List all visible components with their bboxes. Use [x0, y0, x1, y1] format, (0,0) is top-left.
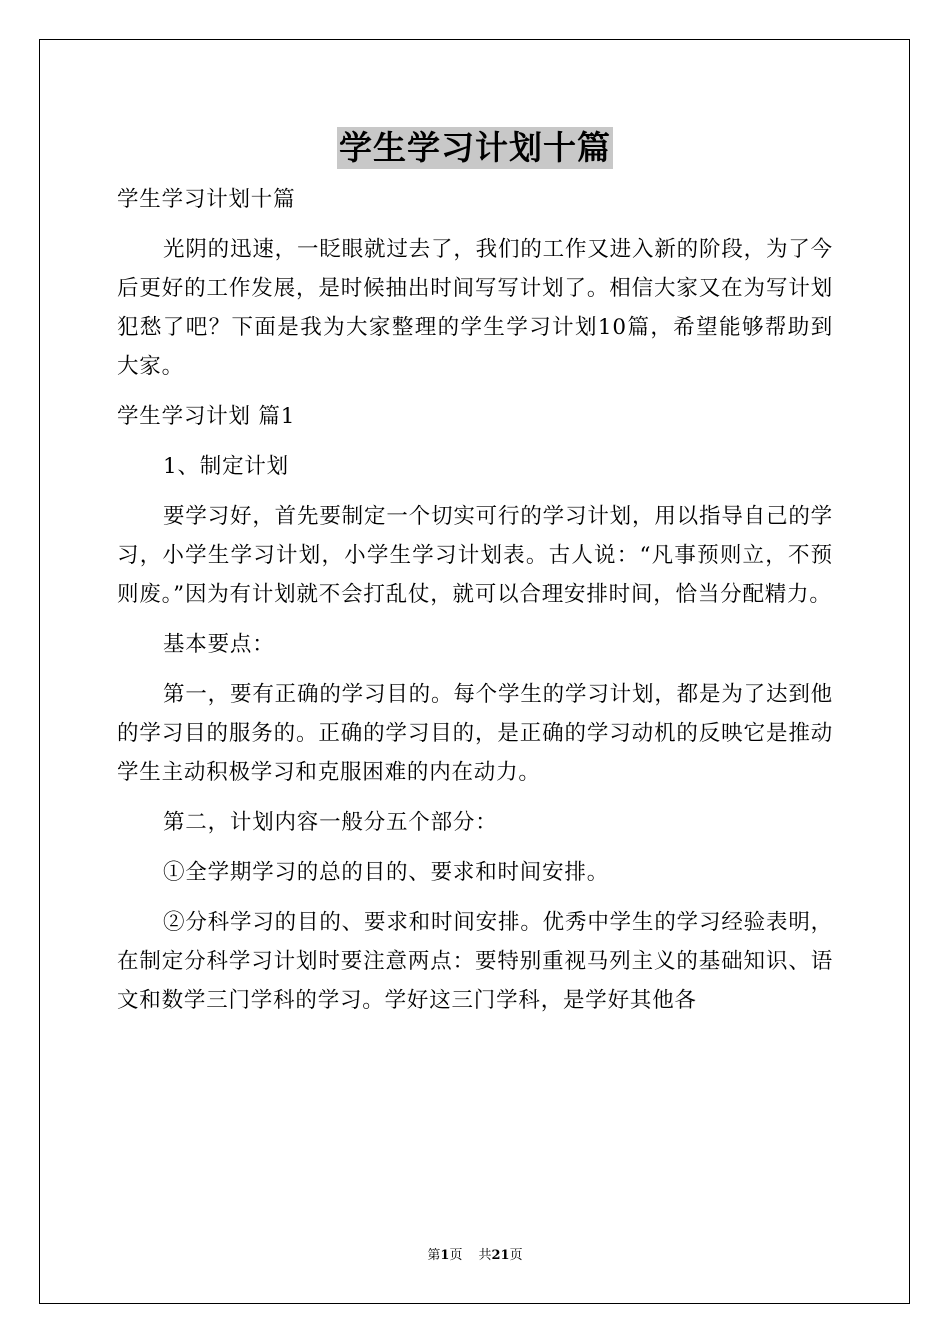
document-body [117, 180, 833, 1031]
footer-total-suffix: 页 [509, 1248, 523, 1263]
body-paragraph: ②分科学习的目的、要求和时间安排。优秀中学生的学习经验表明，在制定分科学习计划时要注意两点：要特别重视马列主义的基础知识、语文和数学三门学科的学习。学好这三门学科，是学好其他各 [117, 910, 833, 1013]
footer-page-prefix: 第 [427, 1248, 441, 1263]
body-paragraph: 1、制定计划 [163, 454, 289, 479]
document-title: 学生学习计划十篇 [339, 128, 611, 167]
body-paragraph: 光阴的迅速，一眨眼就过去了，我们的工作又进入新的阶段，为了今后更好的工作发展，是时候抽出时间写写计划了。相信大家又在为写计划犯愁了吧？下面是我为大家整理的学生学习计划10篇，希望能够帮助到大家。 [117, 237, 833, 379]
footer-page-suffix: 页 [449, 1248, 463, 1263]
page-footer [0, 1247, 950, 1265]
body-paragraph: 第二，计划内容一般分五个部分： [163, 810, 498, 835]
title-area [0, 127, 950, 169]
footer-total-prefix: 共 [478, 1248, 492, 1263]
footer-page-number: 1 [440, 1248, 450, 1263]
subtitle-line: 学生学习计划十篇 [117, 187, 296, 212]
body-paragraph: 学生学习计划 篇1 [117, 404, 296, 429]
footer-total-pages: 21 [491, 1248, 510, 1263]
body-paragraph: 基本要点： [163, 632, 275, 657]
body-paragraph: ①全学期学习的总的目的、要求和时间安排。 [163, 860, 610, 885]
body-paragraph: 要学习好，首先要制定一个切实可行的学习计划，用以指导自己的学习，小学生学习计划，小学生学习计划表。古人说：“凡事预则立，不预则废。”因为有计划就不会打乱仗，就可以合理安排时间，恰当分配精力。 [117, 504, 833, 607]
body-paragraph: 第一，要有正确的学习目的。每个学生的学习计划，都是为了达到他的学习目的服务的。正确的学习目的，是正确的学习动机的反映它是推动学生主动积极学习和克服困难的内在动力。 [117, 682, 833, 785]
